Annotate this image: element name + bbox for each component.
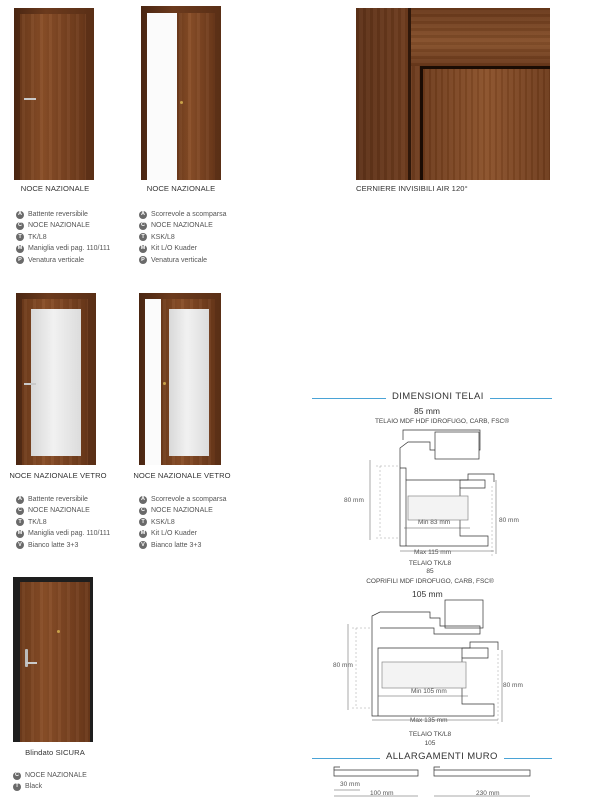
spec-item: T KSK/L8 — [139, 232, 226, 243]
spec-item: C NOCE NAZIONALE — [141, 507, 213, 515]
frame2-left-height: 80 mm — [333, 662, 353, 669]
spec-badge-icon: A — [16, 211, 24, 219]
spec-badge-icon: T — [13, 783, 21, 791]
spec-item: T TK/L8 — [16, 232, 110, 243]
spec-badge-icon: T — [16, 518, 24, 526]
spec-badge-icon: A — [16, 496, 24, 504]
spec-badge-icon: T — [16, 233, 24, 241]
spec-list — [13, 770, 87, 793]
product-caption: Blindato SICURA — [25, 748, 85, 757]
spec-badge-icon: C — [16, 222, 24, 230]
spec-badge-icon: C — [16, 507, 24, 515]
frame2-name: TELAIO TK/L8 — [408, 731, 452, 738]
frame1-number: 85 — [426, 568, 434, 575]
product-caption: NOCE NAZIONALE VETRO — [9, 471, 107, 480]
allargamenti-diagram — [330, 766, 540, 802]
frame1-min: Min 83 mm — [418, 519, 451, 526]
spec-list — [139, 494, 226, 551]
spec-badge-icon: M — [17, 530, 23, 537]
spec-badge-icon: C — [139, 507, 147, 515]
spec-item: A Battente reversibile — [18, 495, 88, 503]
spec-list — [139, 209, 226, 266]
section-title-allargamenti: ALLARGAMENTI MURO — [380, 751, 504, 762]
spec-item: C NOCE NAZIONALE — [18, 222, 90, 230]
spec-item: T TK/L8 — [16, 517, 110, 528]
frame2-right-height: 80 mm — [503, 682, 523, 689]
frame2-max: Max 135 mm — [410, 717, 448, 724]
spec-item: P Venatura verticale — [139, 255, 226, 266]
frame1-max: Max 115 mm — [414, 549, 452, 556]
spec-badge-icon: A — [139, 496, 147, 504]
spec-item: V Bianco latte 3+3 — [139, 540, 226, 551]
spec-item: V Bianco latte 3+3 — [16, 540, 110, 551]
spec-badge-icon: P — [16, 256, 24, 264]
spec-list — [16, 209, 110, 266]
coprifili-material: COPRIFILI MDF IDROFUGO, CARB, FSC® — [366, 578, 494, 585]
spec-item: M Maniglia vedi pag. 110/111 — [17, 530, 111, 538]
spec-item: T KSK/L8 — [139, 517, 226, 528]
frame2-width: 105 mm — [412, 589, 443, 599]
spec-badge-icon: C — [139, 222, 147, 230]
spec-list — [16, 494, 110, 551]
spec-item: M Maniglia vedi pag. 110/111 — [17, 245, 111, 253]
product-caption: NOCE NAZIONALE VETRO — [133, 471, 231, 480]
spec-item: M Kit L/O Kuader — [140, 530, 197, 538]
frame1-width: 85 mm — [414, 406, 440, 416]
spec-badge-icon: M — [17, 245, 23, 252]
frame1-name: TELAIO TK/L8 — [408, 560, 452, 567]
product-caption: NOCE NAZIONALE — [146, 184, 216, 193]
frame2-number: 105 — [424, 740, 436, 747]
spec-item: T Black — [13, 781, 87, 792]
section-title-dimensions: DIMENSIONI TELAI — [386, 391, 490, 402]
spec-badge-icon: C — [13, 772, 21, 780]
spec-badge-icon: P — [139, 256, 147, 264]
spec-badge-icon: M — [140, 530, 146, 537]
spec-badge-icon: T — [139, 233, 147, 241]
frame2-min: Min 105 mm — [411, 688, 447, 695]
frame2-diagram — [330, 598, 540, 728]
spec-item: A Scorrevole a scomparsa — [141, 495, 227, 503]
spec-badge-icon: M — [140, 245, 146, 252]
spec-badge-icon: A — [139, 211, 147, 219]
hinge-caption: CERNIERE INVISIBILI AIR 120° — [356, 184, 468, 193]
frame1-diagram — [330, 428, 540, 558]
allargamenti-thickness: 30 mm — [340, 781, 360, 788]
allargamenti-left-width: 100 mm — [370, 790, 394, 797]
spec-item: C NOCE NAZIONALE — [15, 771, 87, 779]
spec-badge-icon: T — [139, 518, 147, 526]
spec-badge-icon: V — [16, 541, 24, 549]
spec-item: P Venatura verticale — [16, 255, 110, 266]
frame1-material: TELAIO MDF HDF IDROFUGO, CARB, FSC® — [374, 418, 510, 425]
spec-badge-icon: V — [139, 541, 147, 549]
spec-item: A Scorrevole a scomparsa — [141, 210, 227, 218]
product-caption: NOCE NAZIONALE — [20, 184, 90, 193]
spec-item: C NOCE NAZIONALE — [141, 222, 213, 230]
allargamenti-right-width: 230 mm — [476, 790, 500, 797]
frame1-right-height: 80 mm — [499, 517, 519, 524]
spec-item: C NOCE NAZIONALE — [18, 507, 90, 515]
frame1-left-height: 80 mm — [344, 497, 364, 504]
spec-item: A Battente reversibile — [18, 210, 88, 218]
spec-item: M Kit L/O Kuader — [140, 245, 197, 253]
